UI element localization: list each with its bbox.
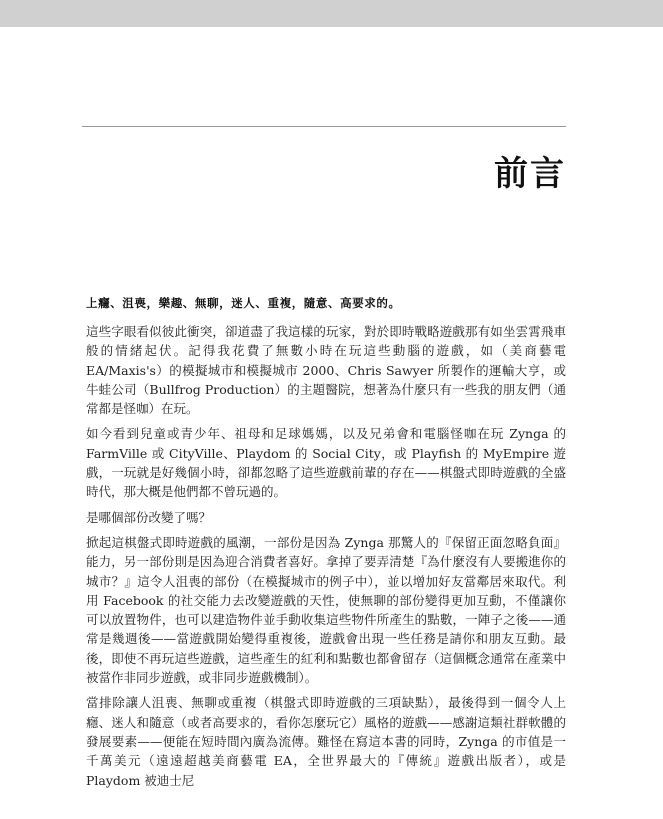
paragraph-1: 這些字眼看似彼此衝突，卻道盡了我這樣的玩家，對於即時戰略遊戲那有如坐雲霄飛車般的情緒起伏。記得我花費了無數小時在玩這些動腦的遊戲，如（美商藝電 EA/Maxis's）的模擬城市和模擬城市 2000、Chris Sawyer 所製作的運輸大亨，或牛蛙公司（Bullfrog Production）的主題醫院，想著為什麼只有一些我的朋友們（通常都是怪咖）在玩。 bbox=[86, 324, 566, 417]
paragraph-4: 掀起這棋盤式即時遊戲的風潮，一部份是因為 Zynga 那驚人的『保留正面忽略負面』能力，另一部份則是因為迎合消費者喜好。拿掉了要弄清楚『為什麼沒有人要搬進你的城市？』這令人沮喪的部份（在模擬城市的例子中），並以增加好友當鄰居來取代。利用 Facebook 的社交能力去改變遊戲的天性，使無聊的部份變得更加互動，不僅讓你可以放置物件，也可以建造物件並手動收集這些物件所產生的點數，一陣子之後——通常是幾週後——當遊戲開始變得重複後，遊戲會出現一些任務是請你和朋友互動。最後，即使不再玩這些遊戲，這些產生的紅利和點數也都會留存（這個概念通常在產業中被當作非同步遊戲，或非同步遊戲機制）。 bbox=[86, 534, 566, 686]
top-header-bar bbox=[0, 0, 663, 27]
paragraph-5: 當排除讓人沮喪、無聊或重複（棋盤式即時遊戲的三項缺點），最後得到一個令人上癮、迷人和隨意（或者高要求的，看你怎麼玩它）風格的遊戲——感謝這類社群軟體的發展要素——便能在短時間內廣為流傳。難怪在寫這本書的同時，Zynga 的市值是一千萬美元（遠遠超越美商藝電 EA，全世界最大的『傳統』遊戲出版者），或是 Playdom 被迪士尼 bbox=[86, 695, 566, 788]
paragraph-3: 是哪個部份改變了嗎？ bbox=[86, 509, 212, 525]
paragraph-2: 如今看到兒童或青少年、祖母和足球媽媽，以及兄弟會和電腦怪咖在玩 Zynga 的 FarmVille 或 CityVille、Playdom 的 Social City，或 Playfish 的 MyEmpire 遊戲，一玩就是好幾個小時，卻都忽略了這些遊戲前輩的存在——棋盤式即時遊戲的全盛時代，那大概是他們都不曾玩過的。 bbox=[86, 426, 566, 500]
lead-line: 上癮、沮喪，樂趣、無聊，迷人、重複，隨意、高要求的。 bbox=[86, 296, 401, 310]
chapter-title: 前言 bbox=[494, 154, 566, 194]
chapter-divider bbox=[82, 126, 566, 127]
chapter-body bbox=[86, 294, 566, 796]
